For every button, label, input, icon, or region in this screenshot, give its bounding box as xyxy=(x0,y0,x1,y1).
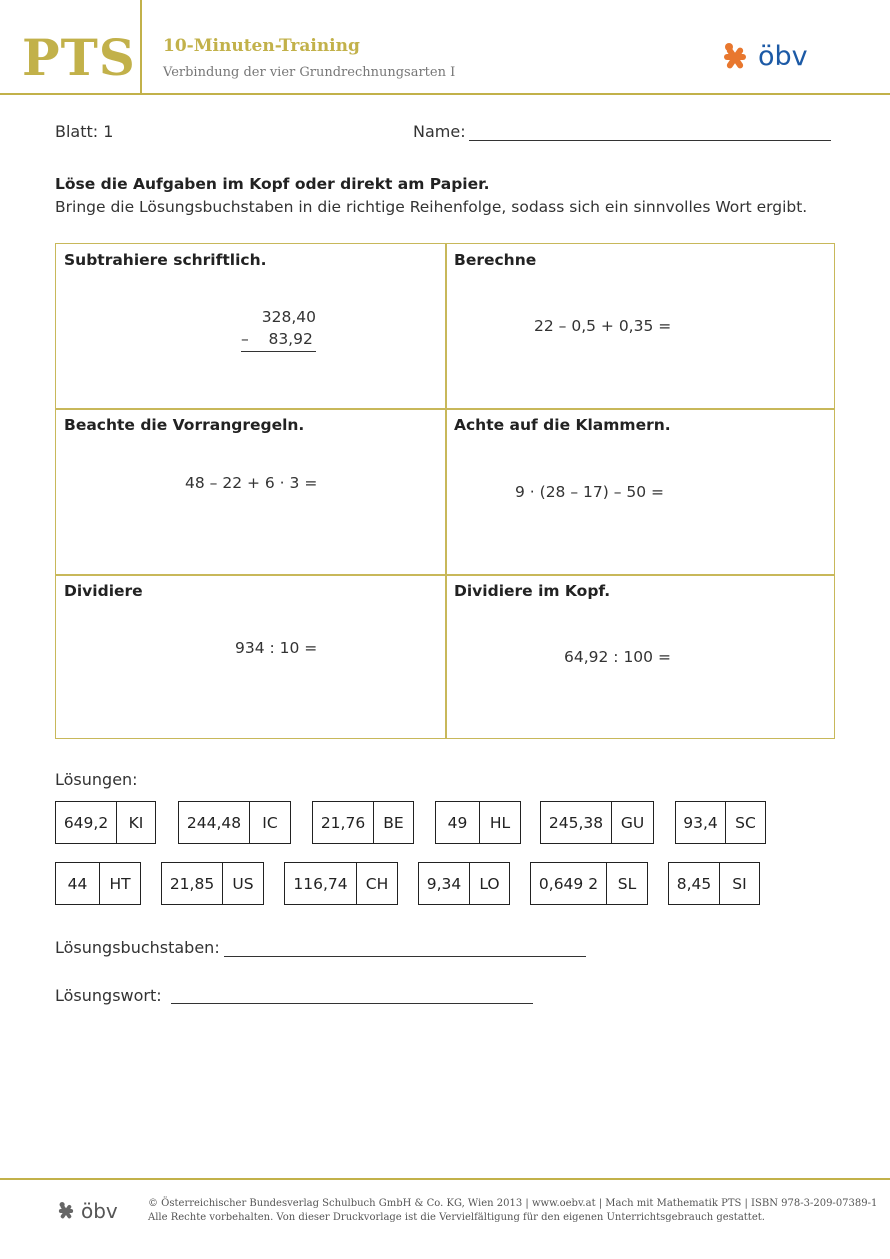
solution-number: 9,34 xyxy=(419,863,470,904)
solution-box xyxy=(312,801,414,844)
grid-divider-vertical xyxy=(445,243,447,739)
header-subtitle: Verbindung der vier Grundrechnungsarten I xyxy=(163,65,456,80)
footer-logo xyxy=(55,1198,118,1224)
header-title: 10-Minuten-Training xyxy=(163,36,360,56)
instruction-main: Löse die Aufgaben im Kopf oder direkt am Papier. xyxy=(55,175,490,193)
solution-letters: SL xyxy=(617,874,637,893)
task-expression: 934 : 10 = xyxy=(235,639,318,657)
solution-letters-field[interactable] xyxy=(224,956,586,957)
pts-logo: PTS xyxy=(22,28,136,87)
task-title: Dividiere im Kopf. xyxy=(454,582,611,600)
solution-letters: HL xyxy=(489,813,511,832)
task-title: Beachte die Vorrangregeln. xyxy=(64,416,305,434)
solution-number: 0,649 2 xyxy=(531,863,607,904)
task-minuend: 328,40 xyxy=(261,308,316,326)
footer-rule xyxy=(0,1178,890,1180)
solution-box xyxy=(55,801,156,844)
solution-letters: SC xyxy=(735,813,756,832)
footer-logo-text: öbv xyxy=(81,1199,118,1223)
solution-box xyxy=(55,862,141,905)
task-expression: 22 – 0,5 + 0,35 = xyxy=(534,317,672,335)
solution-number: 649,2 xyxy=(56,802,117,843)
task-expression: 48 – 22 + 6 · 3 = xyxy=(185,474,318,492)
task-title: Subtrahiere schriftlich. xyxy=(64,251,267,269)
publisher-logo xyxy=(718,40,808,74)
solution-box xyxy=(540,801,654,844)
solution-letters: IC xyxy=(262,813,278,832)
solution-box xyxy=(530,862,648,905)
solution-box xyxy=(668,862,760,905)
grid-divider-horizontal xyxy=(55,408,835,410)
solution-letters: SI xyxy=(732,874,747,893)
solution-number: 245,38 xyxy=(541,802,612,843)
task-title: Achte auf die Klammern. xyxy=(454,416,671,434)
solution-letters-label: Lösungsbuchstaben: xyxy=(55,938,220,957)
solution-number: 21,85 xyxy=(162,863,223,904)
solution-box xyxy=(675,801,766,844)
asterisk-icon xyxy=(55,1200,77,1222)
grid-divider-horizontal xyxy=(55,574,835,576)
solution-number: 116,74 xyxy=(285,863,357,904)
instruction-secondary: Bringe die Lösungsbuchstaben in die richtige Reihenfolge, sodass sich ein sinnvolles Wort ergibt. xyxy=(55,198,808,216)
solution-box xyxy=(178,801,291,844)
sheet-number: Blatt: 1 xyxy=(55,122,114,141)
solution-word-field[interactable] xyxy=(171,1003,533,1004)
footer-rights: Alle Rechte vorbehalten. Von dieser Druckvorlage ist die Vervielfältigung für den eigenen Unterrichtsgebrauch gestattet. xyxy=(148,1212,765,1223)
solution-letters: US xyxy=(232,874,254,893)
asterisk-icon xyxy=(718,40,752,74)
name-label: Name: xyxy=(413,122,466,141)
solution-number: 8,45 xyxy=(669,863,720,904)
solution-box xyxy=(418,862,510,905)
task-title: Dividiere xyxy=(64,582,143,600)
solution-letters: HT xyxy=(109,874,131,893)
solution-box xyxy=(284,862,398,905)
solution-number: 93,4 xyxy=(676,802,726,843)
subtraction-rule xyxy=(241,351,316,352)
publisher-logo-text: öbv xyxy=(758,41,808,72)
solution-number: 49 xyxy=(436,802,480,843)
task-expression: 9 · (28 – 17) – 50 = xyxy=(515,483,665,501)
task-title: Berechne xyxy=(454,251,537,269)
solution-number: 21,76 xyxy=(313,802,374,843)
solution-number: 44 xyxy=(56,863,100,904)
solution-letters: GU xyxy=(620,813,645,832)
solutions-label: Lösungen: xyxy=(55,770,138,789)
header-rule xyxy=(0,93,890,95)
solution-letters: KI xyxy=(128,813,144,832)
solution-letters: BE xyxy=(383,813,404,832)
solution-box xyxy=(161,862,264,905)
solution-letters: CH xyxy=(365,874,389,893)
header-divider xyxy=(140,0,142,93)
task-expression: 64,92 : 100 = xyxy=(564,648,671,666)
name-field[interactable] xyxy=(469,140,831,141)
footer-copyright: © Österreichischer Bundesverlag Schulbuch GmbH & Co. KG, Wien 2013 | www.oebv.at | Mach mit Mathematik PTS | ISBN 978-3-209-07389-1 xyxy=(148,1198,878,1209)
solution-letters: LO xyxy=(479,874,500,893)
solution-number: 244,48 xyxy=(179,802,250,843)
solution-word-label: Lösungswort: xyxy=(55,986,162,1005)
task-subtrahend: – 83,92 xyxy=(241,330,313,348)
solution-box xyxy=(435,801,521,844)
